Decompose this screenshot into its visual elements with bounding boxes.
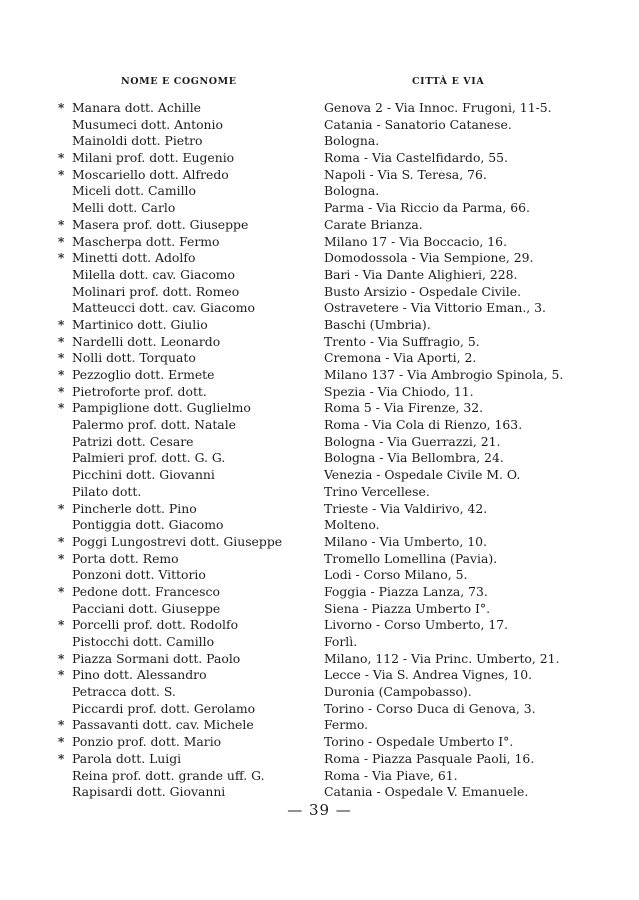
address-entry: Bologna - Via Guerrazzi, 21.	[324, 433, 501, 449]
person-name: Pampiglione dott. Guglielmo	[72, 400, 251, 416]
address-entry: Genova 2 - Via Innoc. Frugoni, 11-5.	[324, 100, 552, 115]
asterisk-mark: *	[58, 167, 65, 182]
asterisk-mark: *	[58, 317, 65, 332]
person-name: Pietroforte prof. dott.	[72, 383, 207, 399]
address-entry: Tromello Lomellina (Pavia).	[324, 550, 498, 566]
asterisk-mark: *	[58, 251, 65, 266]
person-name: Pontiggia dott. Giacomo	[72, 517, 224, 533]
asterisk-mark: *	[58, 151, 65, 166]
person-name: Mascherpa dott. Fermo	[72, 233, 220, 249]
address-entry: Ostravetere - Via Vittorio Eman., 3.	[324, 300, 546, 316]
person-name: Poggi Lungostrevi dott. Giuseppe	[72, 533, 283, 549]
address-entry: Siena - Piazza Umberto I°.	[324, 600, 491, 616]
name-entry	[52, 584, 307, 601]
person-name: Manara dott. Achille	[72, 100, 202, 115]
address-entry: Roma - Via Cola di Rienzo, 163.	[324, 417, 523, 433]
address-entry: Torino - Corso Duca di Genova, 3.	[324, 700, 536, 716]
name-entry	[52, 601, 307, 618]
name-entry	[52, 217, 307, 234]
address-entry: Bologna.	[324, 133, 380, 149]
person-name: Pincherle dott. Pino	[72, 500, 197, 516]
name-entry	[52, 484, 307, 501]
address-entry: Livorno - Corso Umberto, 17.	[324, 617, 509, 633]
names-column	[52, 100, 307, 801]
address-entry: Lecce - Via S. Andrea Vignes, 10.	[324, 667, 533, 683]
person-name: Pacciani dott. Giuseppe	[72, 600, 221, 616]
person-name: Pilato dott.	[72, 483, 142, 499]
person-name: Porta dott. Remo	[72, 550, 179, 566]
person-name: Nardelli dott. Leonardo	[72, 333, 221, 349]
asterisk-mark: *	[58, 501, 65, 516]
name-entry	[52, 300, 307, 317]
person-name: Pistocchi dott. Camillo	[72, 634, 215, 649]
person-name: Pezzoglio dott. Ermete	[72, 367, 215, 382]
name-entry	[52, 467, 307, 484]
asterisk-mark: *	[58, 234, 65, 249]
person-name: Molinari prof. dott. Romeo	[72, 283, 240, 299]
person-name: Melli dott. Carlo	[72, 200, 176, 216]
address-entry: Bari - Via Dante Alighieri, 228.	[324, 266, 518, 282]
person-name: Nolli dott. Torquato	[72, 350, 196, 366]
person-name: Parola dott. Luigi	[72, 750, 182, 766]
person-name: Martinico dott. Giulio	[72, 316, 208, 332]
address-entry: Bologna.	[324, 183, 380, 199]
person-name: Reina prof. dott. grande uff. G.	[72, 767, 265, 783]
name-entry	[52, 167, 307, 184]
name-entry	[52, 517, 307, 534]
asterisk-mark: *	[58, 384, 65, 399]
person-name: Musumeci dott. Antonio	[72, 116, 223, 132]
address-entry: Molteno.	[324, 517, 380, 533]
person-name: Petracca dott. S.	[72, 684, 176, 700]
person-name: Mainoldi dott. Pietro	[72, 133, 203, 149]
address-entry: Milano, 112 - Via Princ. Umberto, 21.	[324, 650, 560, 666]
name-entry	[52, 684, 307, 701]
address-entry: Trento - Via Suffragio, 5.	[324, 333, 480, 349]
name-entry	[52, 117, 307, 134]
column-header-name: NOME E COGNOME	[121, 76, 237, 87]
person-name: Pino dott. Alessandro	[72, 667, 207, 683]
name-entry	[52, 534, 307, 551]
asterisk-mark: *	[58, 618, 65, 633]
person-name: Pedone dott. Francesco	[72, 583, 220, 599]
address-entry: Milano 17 - Via Boccacio, 16.	[324, 233, 508, 249]
address-entry: Fermo.	[324, 717, 369, 733]
name-entry	[52, 567, 307, 584]
asterisk-mark: *	[58, 718, 65, 733]
name-entry	[52, 551, 307, 568]
person-name: Matteucci dott. cav. Giacomo	[72, 300, 255, 316]
asterisk-mark: *	[58, 534, 65, 549]
address-entry: Parma - Via Riccio da Parma, 66.	[324, 200, 530, 216]
person-name: Picchini dott. Giovanni	[72, 467, 215, 483]
name-entry	[52, 400, 307, 417]
asterisk-mark: *	[58, 101, 65, 115]
name-entry	[52, 751, 307, 768]
person-name: Patrizi dott. Cesare	[72, 433, 194, 449]
person-name: Ponzio prof. dott. Mario	[72, 734, 222, 750]
person-name: Minetti dott. Adolfo	[72, 250, 196, 266]
person-name: Piccardi prof. dott. Gerolamo	[72, 700, 256, 716]
name-entry	[52, 450, 307, 467]
name-entry	[52, 434, 307, 451]
asterisk-mark: *	[58, 401, 65, 416]
name-entry	[52, 183, 307, 200]
name-entry	[52, 284, 307, 301]
asterisk-mark: *	[58, 584, 65, 599]
address-entry: Cremona - Via Aporti, 2.	[324, 350, 477, 366]
asterisk-mark: *	[58, 334, 65, 349]
asterisk-mark: *	[58, 668, 65, 683]
page-number: — 39 —	[287, 801, 352, 819]
address-entry: Trieste - Via Valdirivo, 42.	[324, 500, 488, 516]
name-entry	[52, 384, 307, 401]
person-name: Miceli dott. Camillo	[72, 183, 196, 199]
address-entry: Busto Arsizio - Ospedale Civile.	[324, 283, 522, 299]
name-entry	[52, 250, 307, 267]
asterisk-mark: *	[58, 217, 65, 232]
address-entry: Forlì.	[324, 634, 358, 649]
person-name: Palmieri prof. dott. G. G.	[72, 450, 226, 466]
asterisk-mark: *	[58, 351, 65, 366]
name-entry	[52, 734, 307, 751]
address-entry: Milano - Via Umberto, 10.	[324, 533, 487, 549]
address-entry: Trino Vercellese.	[324, 483, 430, 499]
person-name: Milella dott. cav. Giacomo	[72, 266, 236, 282]
asterisk-mark: *	[58, 551, 65, 566]
name-entry	[52, 150, 307, 167]
asterisk-mark: *	[58, 651, 65, 666]
person-name: Piazza Sormani dott. Paolo	[72, 650, 241, 666]
name-entry	[52, 701, 307, 718]
address-entry: Bologna - Via Bellombra, 24.	[324, 450, 504, 466]
name-entry	[52, 100, 307, 117]
name-entry	[52, 634, 307, 651]
address-entry: Lodi - Corso Milano, 5.	[324, 567, 468, 583]
name-entry	[52, 317, 307, 334]
name-entry	[52, 501, 307, 518]
name-entry	[52, 367, 307, 384]
name-entry	[52, 267, 307, 284]
name-entry	[52, 133, 307, 150]
person-name: Palermo prof. dott. Natale	[72, 417, 236, 433]
column-header-city: CITTÀ E VIA	[412, 76, 485, 87]
address-entry: Foggia - Piazza Lanza, 73.	[324, 583, 488, 599]
asterisk-mark: *	[58, 751, 65, 766]
name-entry	[52, 784, 307, 801]
asterisk-mark: *	[58, 735, 65, 750]
name-entry	[52, 200, 307, 217]
person-name: Porcelli prof. dott. Rodolfo	[72, 617, 239, 633]
address-entry: Spezia - Via Chiodo, 11.	[324, 383, 474, 399]
person-name: Ponzoni dott. Vittorio	[72, 567, 206, 583]
person-name: Rapisardi dott. Giovanni	[72, 784, 226, 800]
address-entry: Roma - Via Piave, 61.	[324, 767, 458, 783]
address-entry: Milano 137 - Via Ambrogio Spinola, 5.	[324, 367, 564, 382]
name-entry	[52, 667, 307, 684]
name-entry	[52, 234, 307, 251]
name-entry	[52, 350, 307, 367]
name-entry	[52, 417, 307, 434]
address-entry: Duronia (Campobasso).	[324, 684, 472, 700]
address-entry: Domodossola - Via Sempione, 29.	[324, 250, 534, 266]
address-entry: Carate Brianza.	[324, 216, 423, 232]
address-entry: Roma 5 - Via Firenze, 32.	[324, 400, 484, 416]
address-entry: Catania - Sanatorio Catanese.	[324, 116, 512, 132]
address-entry: Napoli - Via S. Teresa, 76.	[324, 166, 487, 182]
addresses-column	[324, 100, 624, 801]
name-entry	[52, 717, 307, 734]
asterisk-mark: *	[58, 368, 65, 382]
person-name: Passavanti dott. cav. Michele	[72, 717, 254, 733]
person-name: Milani prof. dott. Eugenio	[72, 150, 235, 166]
name-entry	[52, 334, 307, 351]
address-entry: Catania - Ospedale V. Emanuele.	[324, 784, 529, 800]
person-name: Masera prof. dott. Giuseppe	[72, 216, 249, 232]
name-entry	[52, 768, 307, 785]
name-entry	[52, 617, 307, 634]
person-name: Moscariello dott. Alfredo	[72, 166, 229, 182]
address-entry: Torino - Ospedale Umberto I°.	[324, 734, 514, 750]
name-entry	[52, 651, 307, 668]
address-entry: Baschi (Umbria).	[324, 316, 431, 332]
address-entry: Roma - Piazza Pasquale Paoli, 16.	[324, 750, 535, 766]
address-entry: Venezia - Ospedale Civile M. O.	[324, 467, 521, 483]
address-entry: Roma - Via Castelfidardo, 55.	[324, 150, 508, 166]
